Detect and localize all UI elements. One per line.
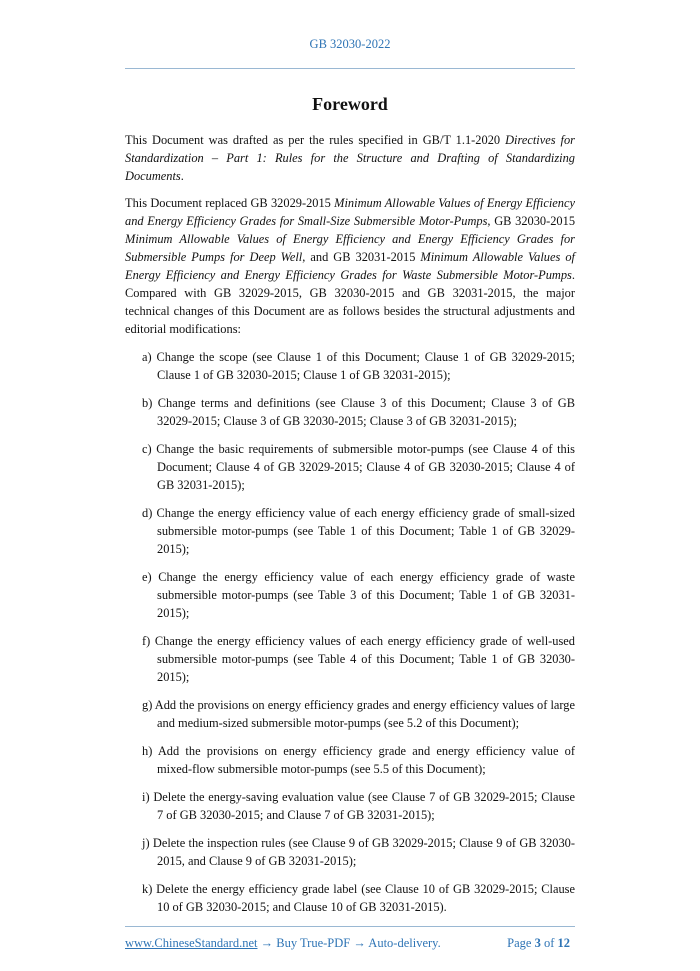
document-page [125, 0, 575, 971]
list-item: c) Change the basic requirements of submersible motor-pumps (see Clause 4 of this Document; Clause 4 of GB 32029-2015; Clause 4 of GB 32030-2015; Clause 4 of GB 32031-2015); [142, 442, 575, 492]
document-title-italic: Minimum Allowable Values of Energy Efficiency and Energy Efficiency Grades for Submersible Pumps for Deep Well [125, 232, 575, 264]
text-segment: This Document replaced GB 32029-2015 [125, 196, 335, 210]
list-item: b) Change terms and definitions (see Clause 3 of this Document; Clause 3 of GB 32029-2015; Clause 3 of GB 32030-2015; Clause 3 of GB 32031-2015); [142, 396, 575, 428]
list-item: d) Change the energy efficiency value of each energy efficiency grade of small-sized submersible motor-pumps (see Table 1 of this Document; Table 1 of GB 32029-2015); [142, 506, 575, 556]
page-title: Foreword [312, 94, 388, 114]
list-item: j) Delete the inspection rules (see Clause 9 of GB 32029-2015; Clause 9 of GB 32030-2015, and Clause 9 of GB 32031-2015); [142, 836, 575, 868]
page-label: Page [507, 936, 532, 950]
footer-divider [125, 926, 575, 927]
of-label: of [543, 936, 555, 950]
text-segment: , GB 32030-2015 [487, 214, 576, 228]
document-body [125, 131, 575, 916]
changes-list [125, 348, 575, 916]
document-title-italic: Minimum Allowable Values of Energy Efficiency and Energy Efficiency Grades for Waste Submersible Motor-Pumps [125, 250, 575, 282]
footer [125, 935, 575, 951]
text-segment: . [180, 169, 184, 183]
running-header: GB 32030-2022 [309, 37, 391, 51]
list-item: i) Delete the energy-saving evaluation value (see Clause 7 of GB 32029-2015; Clause 7 of GB 32030-2015; and Clause 7 of GB 32031-2015); [142, 790, 575, 822]
page-total: 12 [557, 936, 570, 950]
footer-tagline: → Buy True-PDF → Auto-delivery. [257, 936, 441, 950]
text-segment: This Document was drafted as per the rules specified in GB/T 1.1-2020 [125, 133, 506, 147]
page-indicator [507, 935, 575, 951]
page-number: 3 [534, 936, 541, 950]
footer-left [125, 935, 441, 951]
list-item: e) Change the energy efficiency value of each energy efficiency grade of waste submersible motor-pumps (see Table 3 of this Document; Table 1 of GB 32031-2015); [142, 570, 575, 620]
text-segment: , and GB 32031-2015 [302, 250, 421, 264]
list-item: h) Add the provisions on energy efficiency grade and energy efficiency value of mixed-flow submersible motor-pumps (see 5.5 of this Document); [142, 744, 575, 776]
paragraph-drafting-rules [125, 131, 575, 185]
list-item: f) Change the energy efficiency values of each energy efficiency grade of well-used submersible motor-pumps (see Table 4 of this Document; Table 1 of GB 32030-2015); [142, 634, 575, 684]
website-link[interactable]: www.ChineseStandard.net [125, 936, 258, 950]
document-title-italic: Directives for Standardization – Part 1: Rules for the Structure and Drafting of Standardizing Documents [125, 133, 575, 183]
header-divider [125, 68, 575, 69]
list-item: k) Delete the energy efficiency grade label (see Clause 10 of GB 32029-2015; Clause 10 of GB 32030-2015; and Clause 10 of GB 32031-2015). [142, 882, 575, 914]
list-item: a) Change the scope (see Clause 1 of this Document; Clause 1 of GB 32029-2015; Clause 1 of GB 32030-2015; Clause 1 of GB 32031-2015); [142, 350, 575, 382]
document-title-italic: Minimum Allowable Values of Energy Efficiency and Energy Efficiency Grades for Small-Size Submersible Motor-Pumps [125, 196, 575, 228]
list-item: g) Add the provisions on energy efficiency grades and energy efficiency values of large and medium-sized submersible motor-pumps (see 5.2 of this Document); [142, 698, 575, 730]
text-segment: . Compared with GB 32029-2015, GB 32030-2015 and GB 32031-2015, the major technical changes of this Document are as follows besides the structural adjustments and editorial modifications: [125, 268, 575, 336]
paragraph-replacement [125, 194, 575, 338]
